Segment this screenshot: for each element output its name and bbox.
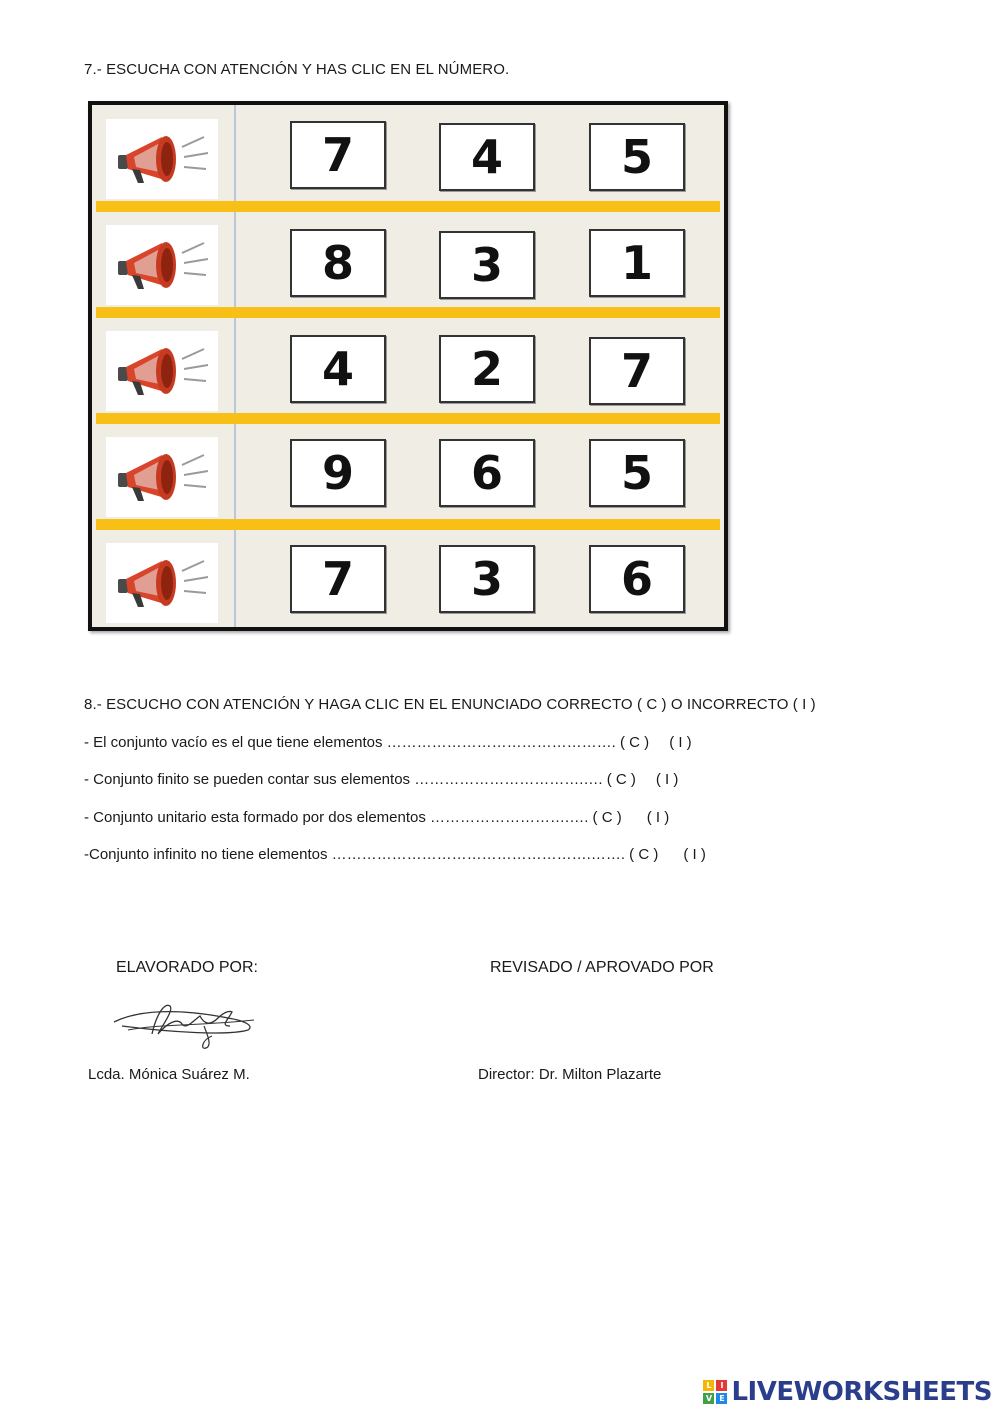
option-i[interactable]: ( I ) — [669, 734, 692, 751]
statement-2 — [84, 771, 678, 788]
logo-mark: L I V E — [703, 1380, 727, 1404]
option-i[interactable]: ( I ) — [646, 809, 670, 826]
q7-title: 7.- ESCUCHA CON ATENCIÓN Y HAS CLIC EN EL NÚMERO. — [84, 61, 510, 78]
director-name: Director: Dr. Milton Plazarte — [478, 1066, 662, 1083]
number-choice[interactable]: 8 — [290, 229, 386, 297]
statement-4 — [84, 846, 706, 863]
number-choice[interactable]: 2 — [439, 335, 535, 403]
play-audio-button[interactable] — [106, 437, 218, 517]
number-choice[interactable]: 4 — [290, 335, 386, 403]
option-c[interactable]: ( C ) — [629, 846, 659, 863]
play-audio-button[interactable] — [106, 331, 218, 411]
number-row — [92, 111, 724, 207]
number-row — [92, 535, 724, 631]
number-choice[interactable]: 5 — [589, 123, 685, 191]
option-i[interactable]: ( I ) — [683, 846, 706, 863]
liveworksheets-logo — [703, 1377, 992, 1407]
number-row — [92, 217, 724, 313]
q8-title: 8.- ESCUCHO CON ATENCIÓN Y HAGA CLIC EN EL ENUNCIADO CORRECTO ( C ) O INCORRECTO ( I ) — [84, 696, 816, 713]
logo-text: LIVEWORKSHEETS — [731, 1377, 992, 1407]
number-row — [92, 323, 724, 419]
number-choice[interactable]: 7 — [290, 121, 386, 189]
number-choice[interactable]: 5 — [589, 439, 685, 507]
play-audio-button[interactable] — [106, 543, 218, 623]
option-c[interactable]: ( C ) — [620, 734, 650, 751]
number-choice[interactable]: 3 — [439, 231, 535, 299]
author-name: Lcda. Mónica Suárez M. — [88, 1066, 250, 1083]
megaphone-icon — [110, 549, 214, 619]
signature-icon — [108, 996, 260, 1054]
number-grid — [88, 101, 728, 631]
number-choice[interactable]: 3 — [439, 545, 535, 613]
statement-3 — [84, 809, 669, 826]
play-audio-button[interactable] — [106, 225, 218, 305]
number-choice[interactable]: 1 — [589, 229, 685, 297]
statement-text: -Conjunto infinito no tiene elementos …………………………………………….……. — [84, 846, 630, 863]
number-choice[interactable]: 6 — [439, 439, 535, 507]
megaphone-icon — [110, 337, 214, 407]
option-c[interactable]: ( C ) — [606, 771, 636, 788]
number-choice[interactable]: 4 — [439, 123, 535, 191]
made-by-label: ELAVORADO POR: — [116, 959, 258, 976]
megaphone-icon — [110, 231, 214, 301]
number-row — [92, 429, 724, 525]
megaphone-icon — [110, 443, 214, 513]
number-choice[interactable]: 7 — [589, 337, 685, 405]
statement-text: - Conjunto finito se pueden contar sus elementos …………………………….…. — [84, 771, 607, 788]
option-c[interactable]: ( C ) — [592, 809, 622, 826]
number-choice[interactable]: 7 — [290, 545, 386, 613]
statement-1 — [84, 734, 692, 751]
reviewed-by-label: REVISADO / APROVADO POR — [490, 959, 714, 976]
number-choice[interactable]: 9 — [290, 439, 386, 507]
statement-text: - El conjunto vacío es el que tiene elementos ………………………………………. — [84, 734, 621, 751]
option-i[interactable]: ( I ) — [655, 771, 679, 788]
number-choice[interactable]: 6 — [589, 545, 685, 613]
megaphone-icon — [110, 125, 214, 195]
statement-text: - Conjunto unitario esta formado por dos elementos ……………………….…. — [84, 809, 593, 826]
play-audio-button[interactable] — [106, 119, 218, 199]
